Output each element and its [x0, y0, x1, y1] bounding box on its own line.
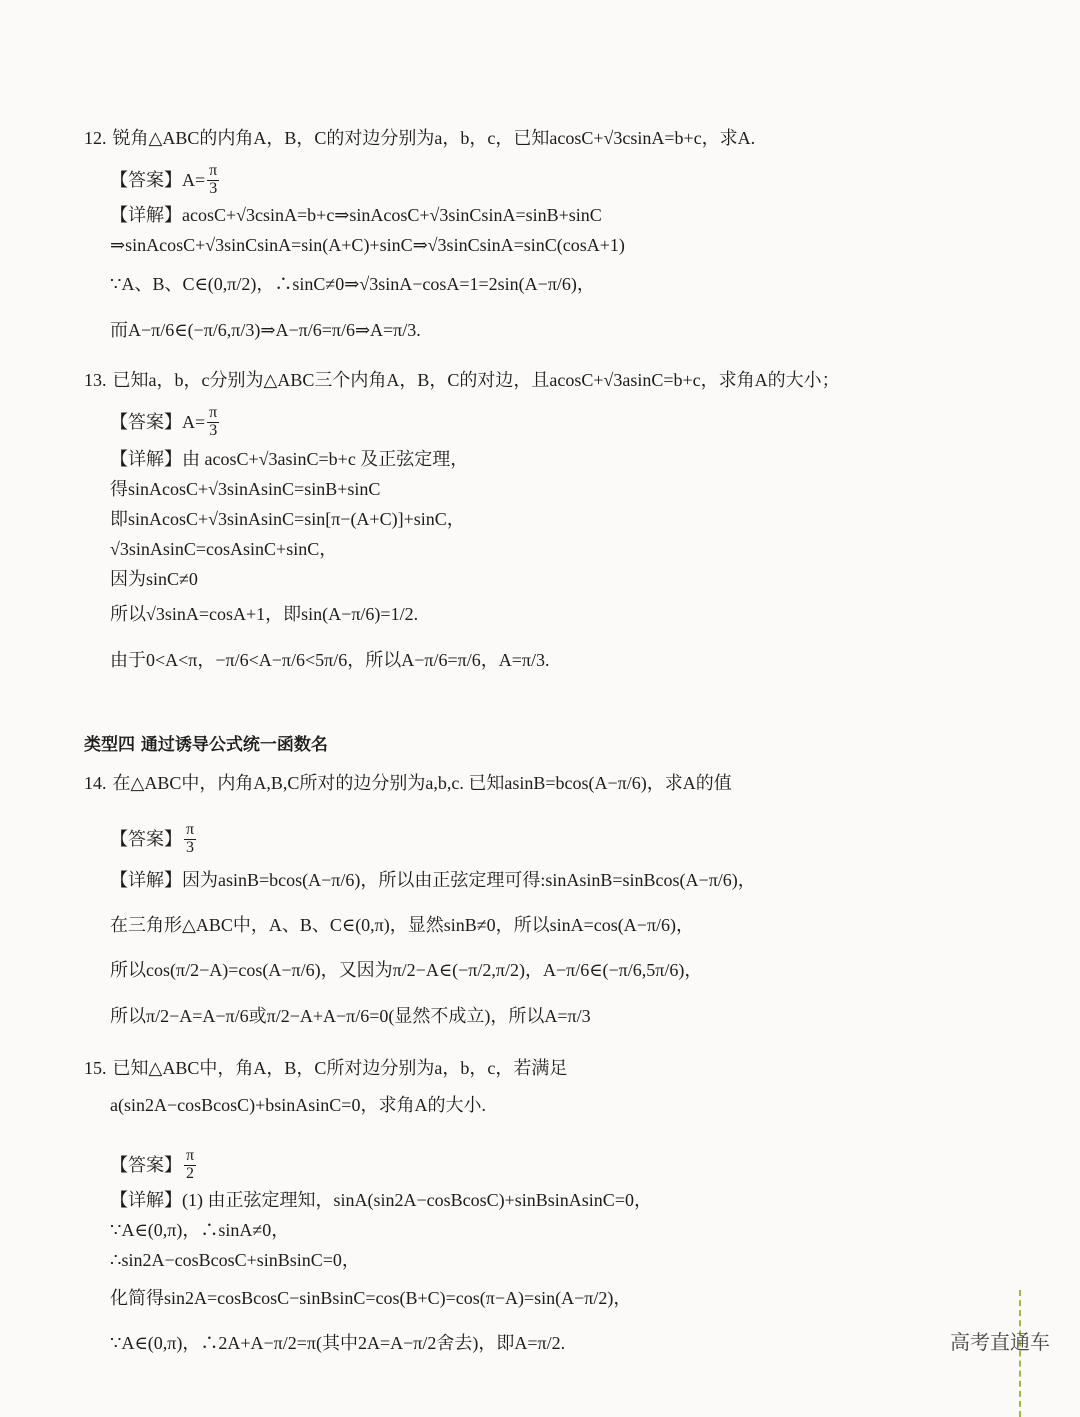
problem-13-detail-1: 【详解】 由 acosC+√3asinC=b+c 及正弦定理， — [110, 449, 469, 469]
problem-15-detail-5: ∵A∈(0,π)，∴2A+A−π/2=π(其中2A=A−π/2舍去)，即A=π/2. — [110, 1333, 566, 1353]
problem-15-detail-4: 化简得sin2A=cosBcosC−sinBsinC=cos(B+C)=cos(π−A)=sin(A−π/2)， — [110, 1288, 632, 1308]
problem-12-detail-3: ∵A、B、C∈(0,π/2)，∴sinC≠0⇒√3sinA−cosA=1=2sin(A−π/6)， — [110, 274, 595, 294]
answer-text: A= — [182, 169, 206, 190]
watermark-text: 高考直通车 — [950, 1330, 1050, 1354]
problem-15-question: 15. 已知△ABC中，角A，B，C所对边分别为a，b，c，若满足 — [84, 1058, 568, 1078]
problem-14-detail-4: 所以π/2−A=A−π/6或π/2−A+A−π/6=0(显然不成立)，所以A=π/3 — [110, 1006, 591, 1026]
problem-12-answer — [110, 163, 221, 198]
problem-14-answer: 【答案】 π 3 — [110, 821, 195, 856]
answer-label: 【答案】 — [110, 169, 182, 190]
problem-12-detail-1 — [110, 205, 602, 227]
problem-14-question: 14. 在△ABC中，内角A,B,C所对的边分别为a,b,c. 已知asinB=bcos(A−π/6)，求A的值 — [84, 773, 732, 793]
problem-14-detail-2: 在三角形△ABC中，A、B、C∈(0,π)，显然sinB≠0，所以sinA=cos(A−π/6)， — [110, 915, 695, 935]
problem-14-detail-3: 所以cos(π/2−A)=cos(A−π/6)，又因为π/2−A∈(−π/2,π/2)，A−π/6∈(−π/6,5π/6)， — [110, 960, 703, 980]
problem-15-detail-3: ∴sin2A−cosBcosC+sinBsinC=0， — [110, 1250, 360, 1270]
problem-13-detail-6: 所以√3sinA=cosA+1，即sin(A−π/6)=1/2. — [110, 604, 419, 624]
problem-15-answer: 【答案】 π 2 — [110, 1147, 195, 1182]
detail-line: acosC+√3csinA=b+c⇒sinAcosC+√3sinCsinA=sinB+sinC — [182, 205, 602, 225]
problem-12-detail-2: ⇒sinAcosC+√3sinCsinA=sin(A+C)+sinC⇒√3sinCsinA=sinC(cosA+1) — [110, 235, 625, 255]
problem-13-detail-4: √3sinAsinC=cosAsinC+sinC， — [110, 539, 338, 559]
problem-13-detail-3: 即sinAcosC+√3sinAsinC=sin[π−(A+C)]+sinC， — [110, 509, 465, 529]
problem-13-detail-7: 由于0<A<π，−π/6<A−π/6<5π/6，所以A−π/6=π/6，A=π/3. — [110, 650, 550, 670]
problem-15-detail-2: ∵A∈(0,π)，∴sinA≠0， — [110, 1220, 290, 1240]
problem-13-question: 13. 已知a，b，c分别为△ABC三个内角A，B，C的对边，且acosC+√3asinC=b+c，求角A的大小； — [84, 370, 840, 390]
problem-13-detail-2: 得sinAcosC+√3sinAsinC=sinB+sinC — [110, 479, 381, 499]
problem-12-detail-4: 而A−π/6∈(−π/6,π/3)⇒A−π/6=π/6⇒A=π/3. — [110, 320, 421, 340]
answer-fraction: $\frac{\pi}{3}$ — [209, 162, 218, 197]
question-text: 锐角△ABC的内角A，B，C的对边分别为a，b，c，已知acosC+√3csinA=b+c，求A. — [112, 128, 756, 148]
problem-15-question-2: a(sin2A−cosBcosC)+bsinAsinC=0，求角A的大小. — [110, 1095, 486, 1115]
problem-13-detail-5: 因为sinC≠0 — [110, 569, 198, 589]
problem-13-answer: 【答案】 A= $\frac{\pi}{3}$ — [110, 404, 218, 439]
problem-12-question — [84, 128, 755, 150]
section-heading: 类型四 通过诱导公式统一函数名 — [84, 735, 328, 755]
problem-15-detail-1: 【详解】 (1) 由正弦定理知，sinA(sin2A−cosBcosC)+sinBsinAsinC=0， — [110, 1190, 652, 1210]
problem-14-detail-1: 【详解】 因为asinB=bcos(A−π/6)，所以由正弦定理可得:sinAsinB=sinBcos(A−π/6)， — [110, 870, 756, 890]
detail-label: 【详解】 — [110, 205, 182, 225]
problem-number: 12. — [84, 128, 107, 148]
